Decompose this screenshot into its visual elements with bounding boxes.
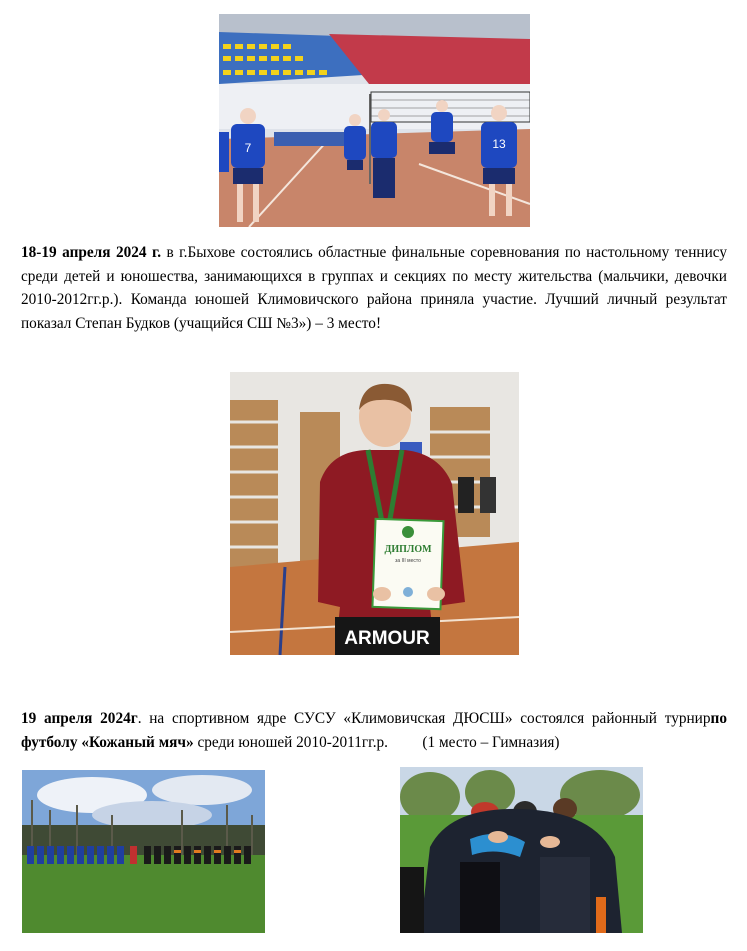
paragraph-football: [21, 707, 727, 754]
diploma-subtitle: за III место: [395, 558, 421, 564]
paragraph-text: в г.Быхове состоялись областные финальные соревнования по настольному теннису среди детей и юношества, занимающихся в группах и секциях по месту жительства (мальчики, девочки 2010-2012гг.р.). Команда юношей Климовичского района приняла участие. Лучший личный результат показал Степан Будков (учащийся СШ №3») – 3 место!: [21, 244, 727, 332]
team-huddle-photo: [400, 767, 643, 933]
diploma-photo: [230, 372, 519, 655]
jersey-number: 13: [492, 137, 506, 151]
paragraph-text: среди юношей 2010-2011гг.р.: [193, 733, 388, 751]
paragraph-text: . на спортивном ядре СУСУ «Климовичская ДЮСШ» состоялся районный турнир: [137, 710, 711, 727]
teams-lineup-photo: [22, 770, 265, 933]
tournament-name: по футболу «Кожаный мяч»: [21, 710, 727, 751]
result-text: (1 место – Гимназия): [422, 733, 560, 751]
paragraph-table-tennis: [21, 241, 727, 335]
event-date: 18-19 апреля 2024 г.: [21, 244, 162, 261]
shirt-print: ARMOUR: [344, 628, 430, 649]
volleyball-photo: [219, 14, 530, 227]
diploma-title: ДИПЛОМ: [384, 544, 432, 555]
jersey-number: 7: [244, 141, 252, 155]
event-date: 19 апреля 2024г: [21, 710, 138, 727]
